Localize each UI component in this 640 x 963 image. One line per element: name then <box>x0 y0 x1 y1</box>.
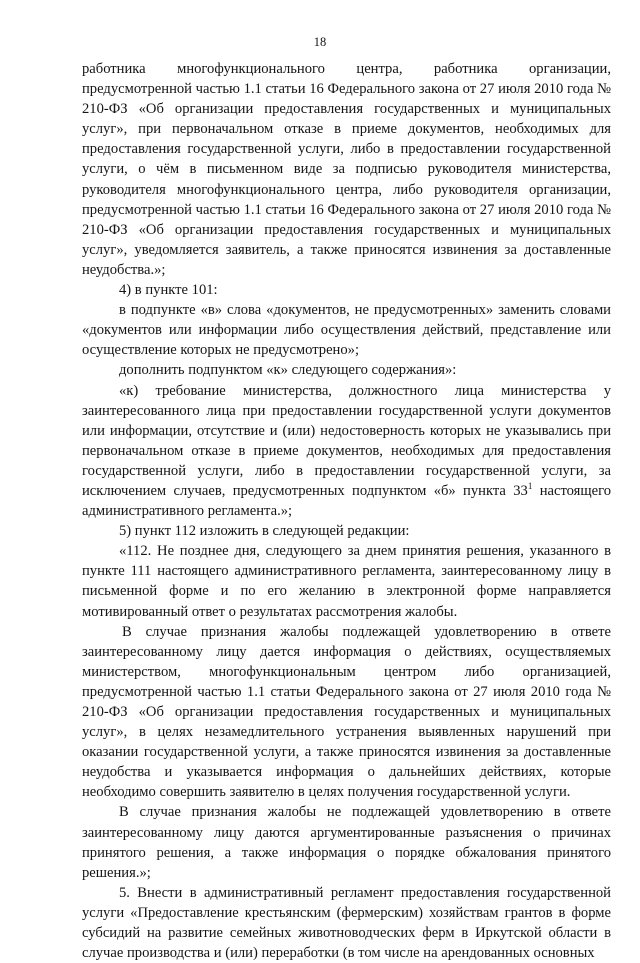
paragraph-subclause-k-text <box>82 381 611 522</box>
paragraph-add-subclause-k: дополнить подпунктом «к» следующего содержания»: <box>119 362 457 379</box>
paragraph-continuation: работника многофункционального центра, работника организации, предусмотренной частью 1.1 статьи 16 Федерального закона от 27 июля 2010 года № 210-ФЗ «Об организации предоставления государственных и муниципальных услуг», при первоначальном отказе в приеме документов, необходимых для предоставления государственной услуги, либо в предоставлении государственной услуги, о чём в письменном виде за подписью руководителя министерства, руководителя многофункционального центра, либо руководителя организации, предусмотренной частью 1.1 статьи 16 Федерального закона от 27 июля 2010 года № 210-ФЗ «Об организации предоставления государственных и муниципальных услуг», уведомляется заявитель, а также приносятся извинения за доставленные неудобства.»; <box>82 61 611 278</box>
paragraph-item-5: 5) пункт 112 изложить в следующей редакции: <box>119 523 410 540</box>
superscript-1: 1 <box>527 480 533 491</box>
paragraph-subclause-v: в подпункте «в» слова «документов, не предусмотренных» заменить словами «документов или информации либо осуществления действий, представление или осуществление которых не предусмотрено»; <box>82 302 611 359</box>
paragraph-section-5: 5. Внести в административный регламент предоставления государственной услуги «Предоставление крестьянским (фермерским) хозяйствам грантов в форме субсидий на развитие семейных животноводческих ферм в Иркутской области в случае производства и (или) переработки (в том числе на арендованных основных <box>82 884 611 962</box>
paragraph-complaint-rejected: В случае признания жалобы не подлежащей удовлетворению в ответе заинтересованному лицу даются аргументированные разъяснения о причинах принятого решения, а также информация о порядке обжалования принятого решения.»; <box>82 804 611 881</box>
page-number: 18 <box>313 35 327 49</box>
paragraph-complaint-upheld: В случае признания жалобы подлежащей удовлетворению в ответе заинтересованному лицу дается информация о действиях, осуществляемых министерством, многофункциональным центром либо организацией, предусмотренной частью 1.1 статьи Федерального закона от 27 июля 2010 года № 210-ФЗ «Об организации предоставления государственных и муниципальных услуг», в целях незамедлительного устранения выявленных нарушений при оказании государственной услуги, а также приносятся извинения за доставленные неудобства и указывается информация о дальнейших действиях, которые необходимо совершить заявителю в целях получения государственной услуги. <box>82 623 611 801</box>
paragraph-clause-112: «112. Не позднее дня, следующего за днем принятия решения, указанного в пункте 111 настоящего административного регламента, заинтересованному лицу в письменной форме и по его желанию в электронной форме направляется мотивированный ответ о результатах рассмотрения жалобы. <box>82 543 611 620</box>
subclause-k-text: «к) требование министерства, должностного лица министерства у заинтересованного лица при предоставлении государственной услуги документов или информации, отсутствие и (или) недостоверность которых не указывались при первоначальном отказе в приеме документов, необходимых для предоставления государственной услуги, либо в предоставлении государственной услуги, за исключением случаев, предусмотренных подпунктом «б» пункта 33 <box>82 382 611 499</box>
document-body <box>82 59 611 963</box>
paragraph-item-4: 4) в пункте 101: <box>119 282 218 299</box>
subclause-k-tail: настоящего административного регламента.»; <box>82 482 612 520</box>
